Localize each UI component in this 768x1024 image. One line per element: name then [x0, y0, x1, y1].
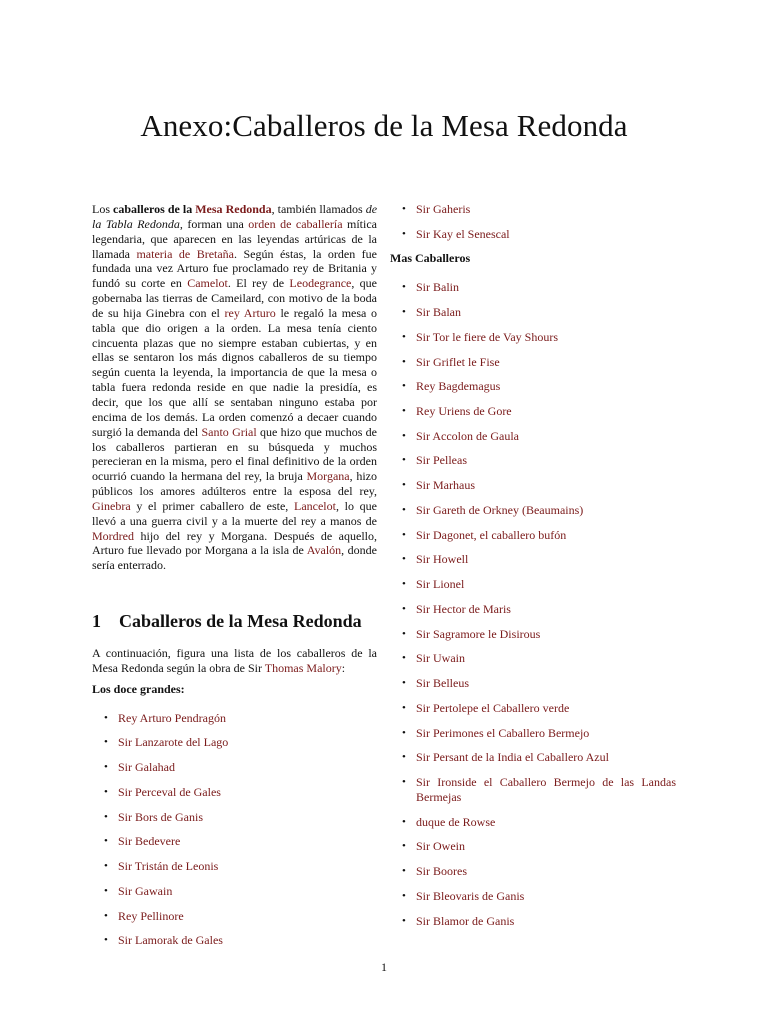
knight-link[interactable]: Sir Dagonet, el caballero bufón: [416, 527, 567, 542]
bullet-icon: •: [402, 889, 406, 902]
section-heading: [92, 610, 377, 632]
intro-text: mítica legendaria, que aparecen en las leyendas artúricas de la llamada: [92, 216, 377, 261]
intro-text: . El rey de: [227, 276, 290, 291]
knight-link[interactable]: Sir Belleus: [416, 676, 469, 691]
knight-link[interactable]: Sir Pertolepe el Caballero verde: [416, 700, 570, 715]
knight-link[interactable]: duque de Rowse: [416, 814, 496, 829]
list-item: [390, 602, 676, 617]
bullet-icon: •: [402, 227, 406, 240]
knight-link[interactable]: Sir Marhaus: [416, 478, 475, 493]
list-item: [390, 651, 676, 666]
section-heading-text: Caballeros de la Mesa Redonda: [119, 611, 362, 632]
bullet-icon: •: [402, 726, 406, 739]
bullet-icon: •: [402, 454, 406, 467]
list-item: [92, 760, 377, 775]
list-item: [390, 914, 676, 929]
knight-link[interactable]: Sir Lionel: [416, 577, 465, 592]
bullet-icon: •: [402, 429, 406, 442]
page-number: 1: [381, 960, 387, 974]
bullet-icon: •: [104, 860, 108, 873]
list-item: [390, 627, 676, 642]
bullet-icon: •: [402, 751, 406, 764]
bullet-icon: •: [104, 835, 108, 848]
subheading-doce-grandes: Los doce grandes:: [92, 681, 185, 696]
link-lancelot[interactable]: Lancelot: [293, 498, 336, 513]
link-thomas-malory[interactable]: Thomas Malory: [264, 660, 342, 675]
intro-italic: de la Tabla Redonda: [92, 202, 378, 231]
intro-text: Los: [92, 202, 114, 216]
knight-link[interactable]: Sir Bedevere: [118, 834, 181, 849]
bullet-icon: •: [402, 281, 406, 294]
link-ginebra[interactable]: Ginebra: [92, 498, 131, 513]
knight-link[interactable]: Rey Bagdemagus: [416, 379, 501, 394]
link-mesa-redonda[interactable]: Mesa Redonda: [195, 202, 272, 216]
bullet-icon: •: [104, 909, 108, 922]
bullet-icon: •: [402, 578, 406, 591]
knight-link[interactable]: Sir Gawain: [118, 883, 173, 898]
bullet-icon: •: [402, 840, 406, 853]
section-text: A continuación, figura una lista de los caballeros de la Mesa Redonda según la obra de Sir: [92, 646, 377, 675]
bullet-icon: •: [402, 330, 406, 343]
bullet-icon: •: [402, 914, 406, 927]
list-item: [390, 305, 676, 320]
intro-text: . Según éstas, la orden fue fundada una vez Arturo fue proclamado rey de Britania y fundó su corte en: [92, 246, 377, 291]
list-item: [390, 864, 676, 879]
list-item: [390, 355, 676, 370]
intro-text: , que gobernaba las tierras de Cameilard, con motivo de la boda de su hija Ginebra con el: [92, 276, 378, 320]
left-column: [92, 202, 377, 958]
list-item: [390, 676, 676, 691]
knight-link[interactable]: Sir Gareth de Orkney (Beaumains): [416, 502, 584, 517]
knight-link[interactable]: Rey Pellinore: [118, 908, 184, 923]
intro-bold: caballeros de la: [113, 202, 196, 216]
list-item: [390, 429, 676, 444]
list-item: [390, 815, 676, 830]
knight-link[interactable]: Sir Howell: [416, 552, 469, 567]
list-item: [390, 552, 676, 567]
bullet-icon: •: [402, 380, 406, 393]
bullet-icon: •: [402, 203, 406, 215]
list-item: [390, 453, 676, 468]
list-item: [390, 503, 676, 518]
list-doce-grandes-cont: [390, 202, 676, 242]
list-mas-caballeros: [390, 280, 676, 928]
list-item: [390, 750, 676, 765]
link-avalon[interactable]: Avalón: [306, 543, 342, 558]
bullet-icon: •: [104, 785, 108, 798]
knight-link[interactable]: Sir Blamor de Ganis: [416, 913, 515, 928]
list-item: [390, 330, 676, 345]
list-item: [92, 711, 377, 726]
list-item: [92, 909, 377, 924]
bullet-icon: •: [104, 711, 108, 724]
section-number: 1: [92, 611, 101, 632]
list-item: [390, 528, 676, 543]
page-title: Anexo:Caballeros de la Mesa Redonda: [140, 108, 628, 143]
knight-link[interactable]: Sir Owein: [416, 839, 465, 854]
intro-text: que hizo que muchos de los caballeros partieran en su búsqueda y muchos perecieran en la misma, pero el final definitivo de la orden ocurrió cuando la hermana del rey, la bruja: [92, 424, 378, 484]
knight-link[interactable]: Sir Perceval de Gales: [118, 784, 221, 799]
intro-text: y el primer caballero de este,: [130, 498, 294, 513]
bullet-icon: •: [402, 602, 406, 615]
knight-link[interactable]: Sir Accolon de Gaula: [416, 428, 519, 443]
intro-text: , hizo públicos los amores adúlteros entre la esposa del rey,: [92, 469, 377, 499]
knight-link[interactable]: Sir Sagramore le Disirous: [416, 626, 541, 641]
bullet-icon: •: [104, 810, 108, 823]
link-morgana[interactable]: Morgana: [306, 469, 350, 484]
knight-link[interactable]: Sir Lamorak de Gales: [118, 933, 223, 948]
list-item: [390, 577, 676, 592]
list-item: [390, 227, 676, 242]
list-item: [390, 775, 676, 805]
bullet-icon: •: [402, 865, 406, 878]
knight-link[interactable]: Sir Persant de la India el Caballero Azul: [416, 750, 609, 765]
list-item: [390, 478, 676, 493]
intro-paragraph: [92, 202, 377, 573]
bullet-icon: •: [402, 652, 406, 665]
bullet-icon: •: [104, 934, 108, 947]
knight-link[interactable]: Sir Balin: [416, 280, 460, 295]
knight-link[interactable]: Sir Tor le fiere de Vay Shours: [416, 329, 559, 344]
knight-link[interactable]: Sir Kay el Senescal: [416, 226, 510, 241]
link-mordred[interactable]: Mordred: [92, 528, 134, 543]
list-item: [390, 280, 676, 295]
list-item: [390, 404, 676, 419]
knight-link[interactable]: Sir Tristán de Leonis: [118, 859, 219, 874]
link-materia-de-bretana[interactable]: materia de Bretaña: [136, 246, 235, 261]
section-paragraph: [92, 646, 377, 676]
list-item: [92, 884, 377, 899]
list-item: [390, 202, 676, 217]
intro-text: , lo que llevó a una guerra civil y a la muerte del rey a manos de: [92, 498, 377, 528]
knight-link[interactable]: Sir Ironside el Caballero Bermejo de las Landas Bermejas: [416, 775, 676, 804]
intro-text: , también llamados: [271, 202, 366, 216]
link-camelot[interactable]: Camelot: [187, 276, 228, 291]
right-column: [390, 202, 676, 938]
bullet-icon: •: [402, 677, 406, 690]
intro-text: hijo del rey y Morgana. Después de aquello, Arturo fue llevado por Morgana a la isla de: [92, 528, 377, 558]
list-item: [390, 701, 676, 716]
knight-link[interactable]: Sir Griflet le Fise: [416, 354, 500, 369]
link-rey-arturo[interactable]: rey Arturo: [224, 305, 276, 320]
knight-link[interactable]: Sir Galahad: [118, 760, 175, 775]
bullet-icon: •: [104, 884, 108, 897]
knight-link[interactable]: Sir Pelleas: [416, 453, 467, 468]
list-item: [92, 859, 377, 874]
list-item: [92, 834, 377, 849]
bullet-icon: •: [402, 627, 406, 640]
list-item: [390, 839, 676, 854]
bullet-icon: •: [402, 528, 406, 541]
knight-link[interactable]: Sir Bors de Ganis: [118, 809, 203, 824]
knight-link[interactable]: Sir Bleovaris de Ganis: [416, 888, 525, 903]
knight-link[interactable]: Rey Arturo Pendragón: [118, 710, 226, 725]
intro-text: , donde sería enterrado.: [92, 543, 378, 573]
bullet-icon: •: [402, 815, 406, 828]
bullet-icon: •: [402, 355, 406, 368]
list-item: [390, 379, 676, 394]
bullet-icon: •: [402, 701, 406, 714]
list-item: [92, 735, 377, 750]
list-item: [92, 810, 377, 825]
list-item: [390, 726, 676, 741]
bullet-icon: •: [104, 736, 108, 749]
knight-link[interactable]: Sir Uwain: [416, 651, 465, 666]
link-leodegrance[interactable]: Leodegrance: [289, 276, 352, 291]
bullet-icon: •: [104, 761, 108, 774]
bullet-icon: •: [402, 553, 406, 566]
link-santo-grial[interactable]: Santo Grial: [201, 424, 257, 439]
knight-link[interactable]: Sir Lanzarote del Lago: [118, 735, 229, 750]
knight-link[interactable]: Sir Balan: [416, 305, 461, 320]
knight-link[interactable]: Sir Gaheris: [416, 202, 471, 216]
intro-text: le regaló la mesa o tabla que dio origen a la orden. La mesa tenía ciento cincuenta plazas que no siempre estaban cubiertas, y en ellas se sentaron los más dignos caballeros de su tiempo según cuenta la leyenda, la importancia de que la mesa o tabla fuera redonda reside en que nadie la presidía, es decir, que los que allí se sentaban ninguno estaba por encima de los demás. La orden comenzó a decaer cuando surgió la demanda del: [92, 305, 378, 439]
knight-link[interactable]: Sir Perimones el Caballero Bermejo: [416, 725, 590, 740]
bullet-icon: •: [402, 776, 406, 788]
knight-link[interactable]: Rey Uriens de Gore: [416, 403, 512, 418]
list-item: [390, 889, 676, 904]
list-doce-grandes: [92, 711, 377, 948]
list-item: [92, 785, 377, 800]
bullet-icon: •: [402, 306, 406, 319]
knight-link[interactable]: Sir Boores: [416, 864, 467, 879]
bullet-icon: •: [402, 479, 406, 492]
link-orden-de-caballeria[interactable]: orden de caballería: [248, 216, 343, 231]
subheading-mas-caballeros: Mas Caballeros: [390, 251, 471, 266]
knight-link[interactable]: Sir Hector de Maris: [416, 601, 511, 616]
intro-text: , forman una: [179, 216, 249, 231]
bullet-icon: •: [402, 503, 406, 516]
list-item: [92, 933, 377, 948]
section-text: :: [341, 660, 346, 675]
bullet-icon: •: [402, 404, 406, 417]
